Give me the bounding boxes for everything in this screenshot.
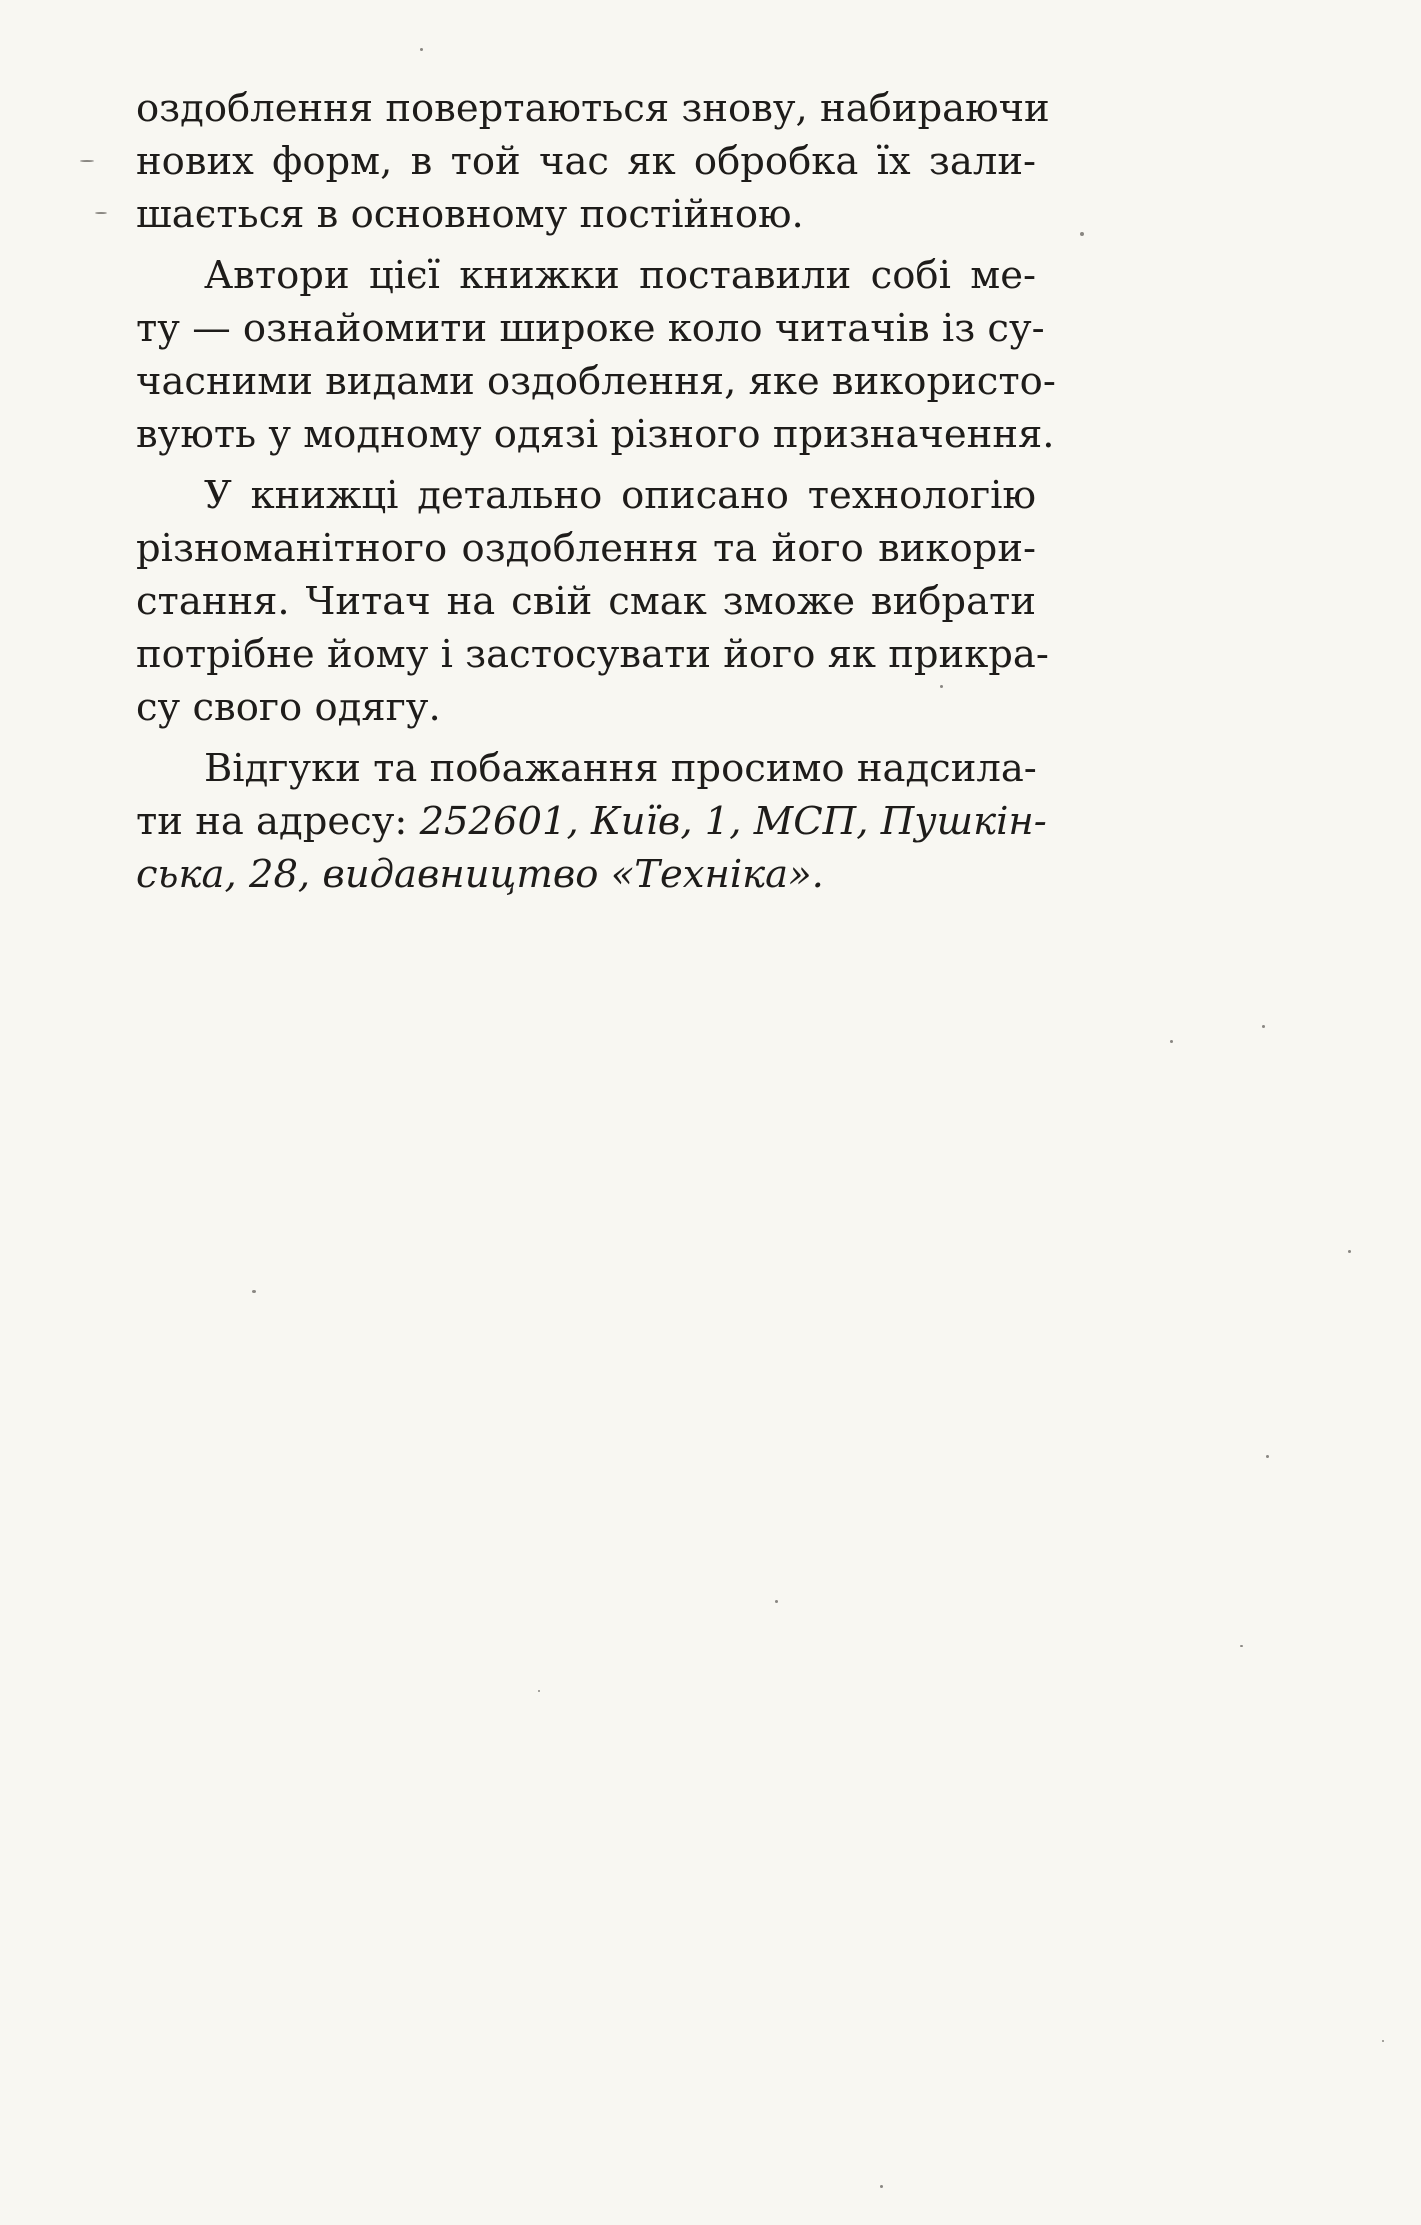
paragraph-2 bbox=[136, 249, 1056, 461]
speck bbox=[538, 1690, 540, 1692]
text-line: оздоблення повертаються знову, набираючи bbox=[136, 86, 1050, 131]
text-line: шається в основному постійною. bbox=[136, 192, 804, 237]
speck bbox=[940, 685, 943, 688]
text-line: потрібне йому і застосувати його як прикра- bbox=[136, 632, 1049, 677]
speck bbox=[95, 212, 107, 214]
paragraph-1 bbox=[136, 82, 1050, 241]
publisher-address: ська, 28, видавництво «Техніка». bbox=[136, 852, 824, 897]
paragraph-4 bbox=[136, 742, 1047, 901]
text-line: стання. Читач на свій смак зможе вибрати bbox=[136, 579, 1036, 624]
speck bbox=[252, 1290, 256, 1293]
text-line bbox=[136, 795, 1047, 848]
text-line: різноманітного оздоблення та його викори- bbox=[136, 526, 1036, 571]
address-intro: ти на адресу: bbox=[136, 799, 420, 844]
speck bbox=[1170, 1040, 1173, 1043]
speck bbox=[775, 1600, 778, 1603]
text-line: У книжці детально описано технологію bbox=[204, 473, 1036, 518]
speck bbox=[420, 48, 423, 51]
speck bbox=[80, 160, 94, 162]
text-line: Відгуки та побажання просимо надсила- bbox=[204, 746, 1037, 791]
publisher-address: 252601, Київ, 1, МСП, Пушкін- bbox=[419, 799, 1047, 844]
speck bbox=[880, 2185, 883, 2188]
speck bbox=[1266, 1455, 1269, 1458]
text-line: вують у модному одязі різного призначення. bbox=[136, 412, 1055, 457]
text-line: ту — ознайомити широке коло читачів із су- bbox=[136, 306, 1045, 351]
speck bbox=[1262, 1025, 1265, 1028]
text-line: су свого одягу. bbox=[136, 685, 441, 730]
speck bbox=[1382, 2040, 1384, 2042]
page-text bbox=[136, 82, 1056, 909]
speck bbox=[1348, 1250, 1351, 1253]
speck bbox=[1080, 232, 1084, 236]
speck bbox=[1240, 1645, 1243, 1647]
text-line: часними видами оздоблення, яке використо- bbox=[136, 359, 1056, 404]
text-line: Автори цієї книжки поставили собі ме- bbox=[204, 253, 1036, 298]
paragraph-3 bbox=[136, 469, 1049, 734]
text-line: нових форм, в той час як обробка їх зали- bbox=[136, 139, 1036, 184]
